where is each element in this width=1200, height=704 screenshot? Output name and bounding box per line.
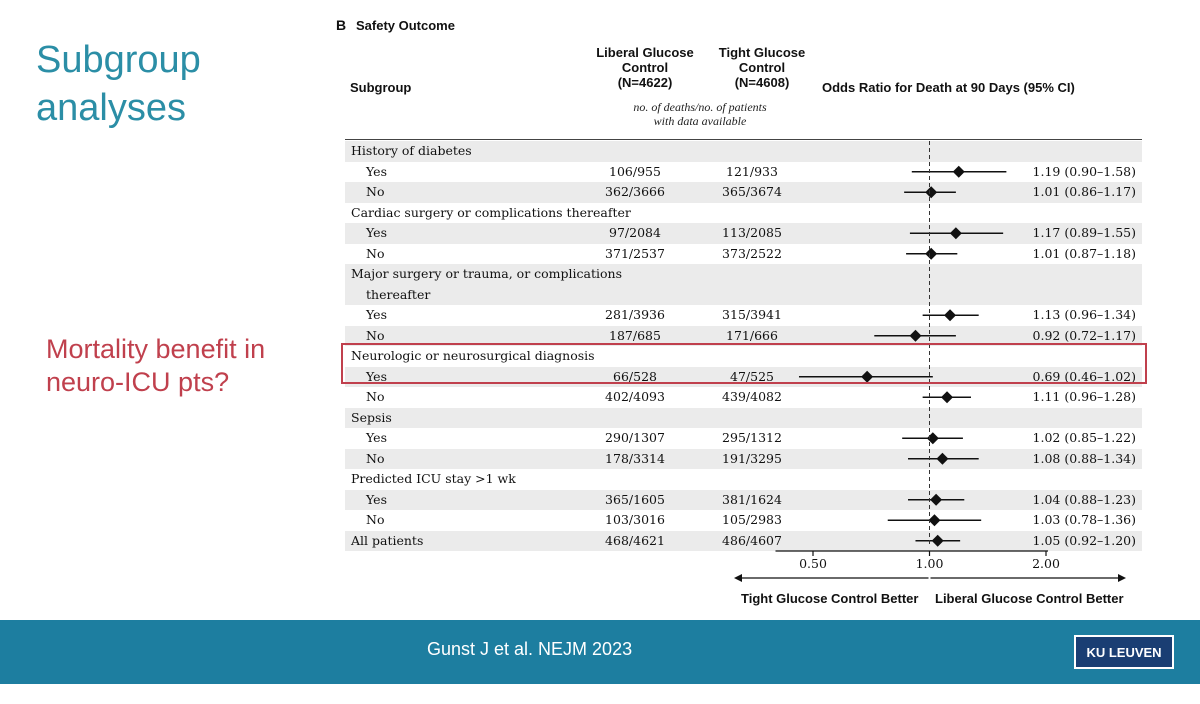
subgroup-label: All patients xyxy=(351,532,424,548)
column-header-odds-ratio: Odds Ratio for Death at 90 Days (95% CI) xyxy=(822,80,1075,95)
point-estimate-diamond xyxy=(950,227,962,239)
point-estimate-diamond xyxy=(930,494,942,506)
slide-title: Subgroup analyses xyxy=(36,39,201,129)
point-estimate-diamond xyxy=(944,309,956,321)
point-estimate-diamond xyxy=(909,330,921,342)
tight-deaths-cell: 486/4607 xyxy=(722,532,782,548)
tight-deaths-cell: 113/2085 xyxy=(722,225,782,240)
subnote-line: no. of deaths/no. of patients xyxy=(633,100,767,114)
subgroup-label: No xyxy=(366,245,385,261)
subgroup-label: Yes xyxy=(366,163,387,179)
footer-bar xyxy=(0,620,1200,684)
subgroup-label: Major surgery or trauma, or complications xyxy=(351,266,622,281)
point-estimate-diamond xyxy=(925,186,937,198)
x-axis-tick-label: 0.50 xyxy=(799,556,827,571)
subgroup-label: Sepsis xyxy=(351,409,392,425)
column-header-subgroup: Subgroup xyxy=(350,80,412,95)
liberal-deaths-cell: 103/3016 xyxy=(605,512,665,527)
subgroup-label: No xyxy=(366,184,385,199)
subgroup-label: Yes xyxy=(366,491,387,507)
subgroup-label: Predicted ICU stay >1 wk xyxy=(351,471,516,486)
citation: Gunst J et al. NEJM 2023 xyxy=(427,639,633,659)
arrowhead-left-icon xyxy=(734,574,742,582)
liberal-deaths-cell: 97/2084 xyxy=(609,225,661,240)
x-axis-tick-label: 1.00 xyxy=(915,556,944,571)
point-estimate-diamond xyxy=(941,391,953,403)
odds-ratio-ci-cell: 1.13 (0.96–1.34) xyxy=(1032,307,1136,322)
point-estimate-diamond xyxy=(936,453,948,465)
liberal-deaths-cell: 281/3936 xyxy=(605,307,665,322)
subgroup-label: Yes xyxy=(366,368,387,384)
tight-deaths-cell: 121/933 xyxy=(726,163,778,179)
tight-deaths-cell: 365/3674 xyxy=(722,184,782,199)
tight-deaths-cell: 373/2522 xyxy=(722,245,782,261)
subgroup-label: No xyxy=(366,450,385,466)
subgroup-label: Yes xyxy=(366,430,387,445)
odds-ratio-ci-cell: 0.92 (0.72–1.17) xyxy=(1032,327,1136,343)
tight-deaths-cell: 381/1624 xyxy=(722,491,782,507)
tight-header-line: Control xyxy=(738,60,786,75)
arrowhead-right-icon xyxy=(1118,574,1126,582)
odds-ratio-ci-cell: 1.02 (0.85–1.22) xyxy=(1032,430,1136,445)
subgroup-label: No xyxy=(366,389,385,404)
odds-ratio-ci-cell: 1.01 (0.87–1.18) xyxy=(1032,245,1136,261)
liberal-deaths-cell: 66/528 xyxy=(613,368,657,384)
point-estimate-diamond xyxy=(925,248,937,260)
odds-ratio-ci-cell: 1.17 (0.89–1.55) xyxy=(1032,225,1136,240)
point-estimate-diamond xyxy=(953,166,965,178)
subgroup-label: No xyxy=(366,327,385,343)
odds-ratio-ci-cell: 1.08 (0.88–1.34) xyxy=(1032,450,1136,466)
odds-ratio-ci-cell: 1.05 (0.92–1.20) xyxy=(1032,532,1136,548)
odds-ratio-ci-cell: 1.03 (0.78–1.36) xyxy=(1032,512,1136,527)
tight-deaths-cell: 171/666 xyxy=(726,327,778,343)
odds-ratio-ci-cell: 0.69 (0.46–1.02) xyxy=(1032,368,1136,384)
liberal-deaths-cell: 106/955 xyxy=(609,163,661,179)
point-estimate-diamond xyxy=(932,535,944,547)
liberal-deaths-cell: 468/4621 xyxy=(605,532,665,548)
neuro-highlight-box xyxy=(341,343,1147,384)
liberal-header-line: Control xyxy=(621,60,669,75)
tight-deaths-cell: 439/4082 xyxy=(722,389,782,404)
odds-ratio-ci-cell: 1.04 (0.88–1.23) xyxy=(1032,491,1136,507)
figure-letter: B xyxy=(336,17,347,33)
subgroup-label: History of diabetes xyxy=(351,143,472,158)
direction-label-right: Liberal Glucose Control Better xyxy=(935,591,1124,606)
liberal-deaths-cell: 178/3314 xyxy=(605,450,665,466)
side-note: Mortality benefit in neuro-ICU pts? xyxy=(46,334,266,397)
tight-deaths-cell: 105/2983 xyxy=(722,512,782,527)
figure-heading: Safety Outcome xyxy=(356,18,455,33)
subgroup-label: No xyxy=(366,512,385,527)
liberal-deaths-cell: 402/4093 xyxy=(605,389,665,404)
odds-ratio-ci-cell: 1.11 (0.96–1.28) xyxy=(1032,389,1136,404)
point-estimate-diamond xyxy=(928,514,940,526)
odds-ratio-ci-cell: 1.01 (0.86–1.17) xyxy=(1032,184,1136,199)
x-axis-tick-label: 2.00 xyxy=(1032,556,1060,571)
subgroup-label-continued: thereafter xyxy=(366,286,431,302)
liberal-deaths-cell: 290/1307 xyxy=(605,430,665,445)
ku-leuven-logo: KU LEUVEN xyxy=(1074,635,1174,669)
liberal-header-line: Liberal Glucose xyxy=(596,45,694,60)
tight-header-line: Tight Glucose xyxy=(718,45,806,60)
direction-label-left: Tight Glucose Control Better xyxy=(741,591,919,606)
liberal-deaths-cell: 365/1605 xyxy=(605,491,665,507)
liberal-deaths-cell: 187/685 xyxy=(609,327,661,343)
liberal-deaths-cell: 362/3666 xyxy=(605,184,665,199)
subgroup-label: Neurologic or neurosurgical diagnosis xyxy=(351,348,595,363)
liberal-header-line: (N=4622) xyxy=(617,75,673,90)
odds-ratio-ci-cell: 1.19 (0.90–1.58) xyxy=(1032,163,1136,179)
subgroup-label: Yes xyxy=(366,307,387,322)
liberal-deaths-cell: 371/2537 xyxy=(605,245,665,261)
subnote-line: with data available xyxy=(653,114,747,128)
subgroup-label: Yes xyxy=(366,225,387,240)
subgroup-label: Cardiac surgery or complications thereafter xyxy=(351,204,631,220)
point-estimate-diamond xyxy=(927,432,939,444)
tight-deaths-cell: 295/1312 xyxy=(722,430,782,445)
tight-header-line: (N=4608) xyxy=(734,75,790,90)
tight-deaths-cell: 191/3295 xyxy=(722,450,782,466)
tight-deaths-cell: 47/525 xyxy=(730,368,774,384)
tight-deaths-cell: 315/3941 xyxy=(722,307,782,322)
